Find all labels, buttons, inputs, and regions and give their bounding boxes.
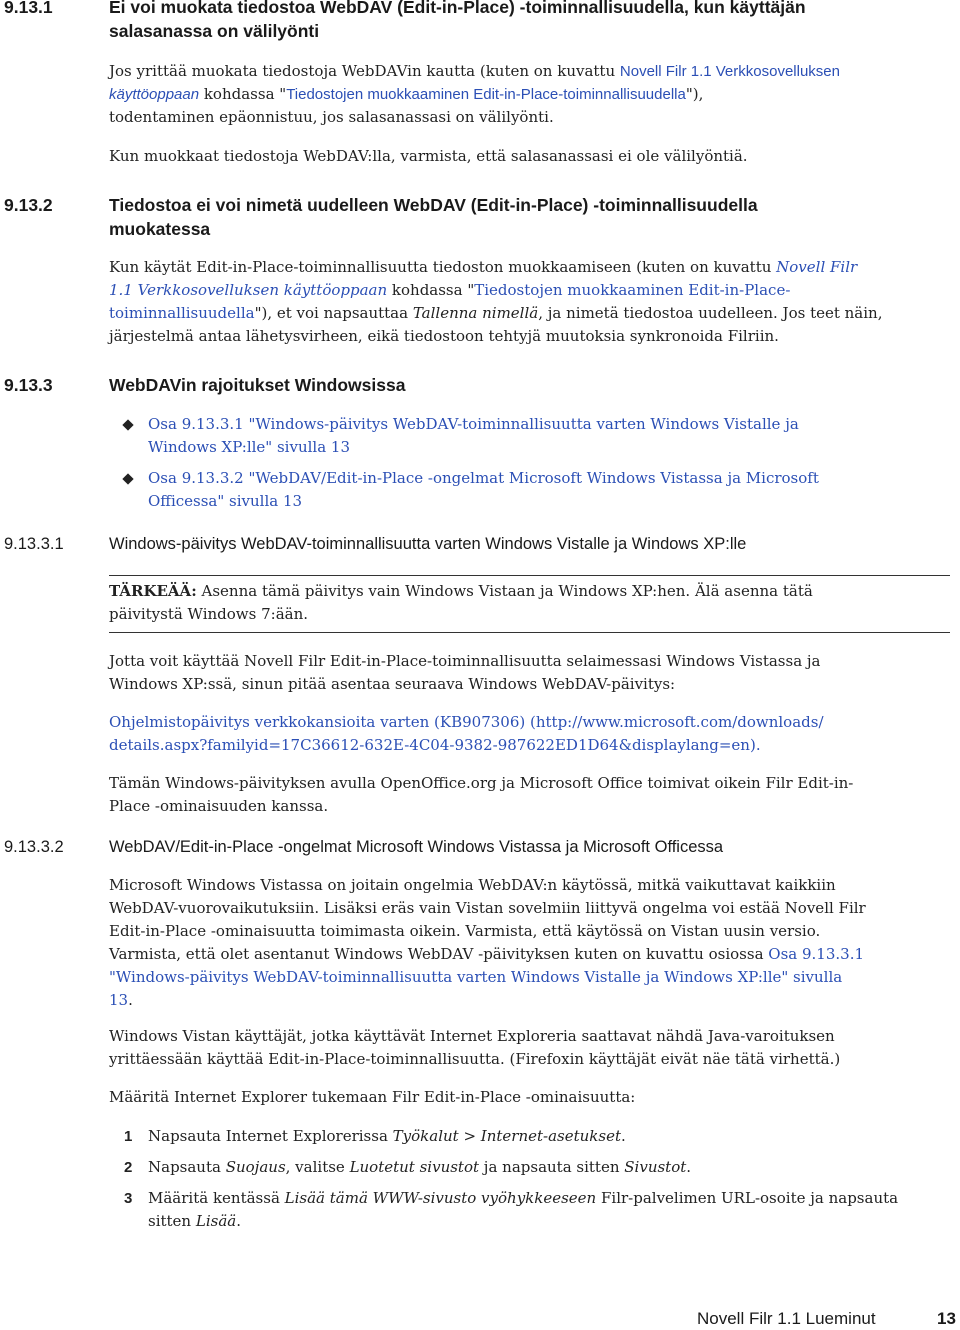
- footer-title: Novell Filr 1.1 Lueminut: [697, 1309, 876, 1328]
- bullet-icon: [122, 473, 133, 484]
- section-title: Windows-päivitys WebDAV-toiminnallisuutta varten Windows Vistalle ja Windows XP:lle: [109, 535, 747, 553]
- paragraph: Windows Vistan käyttäjät, jotka käyttävät Internet Exploreria saattavat nähdä Java-varoituksen yrittäessään käyttää Edit-in-Place-toiminnallisuutta. (Firefoxin käyttäjät eivät näe tätä virhettä.): [109, 1027, 841, 1068]
- paragraph: Jotta voit käyttää Novell Filr Edit-in-Place-toiminnallisuutta selaimessasi Windows Vistassa ja Windows XP:ssä, sinun pitää asentaa seuraava Windows WebDAV-päivitys:: [109, 652, 821, 693]
- section-title: Ei voi muokata tiedostoa WebDAV (Edit-in-Place) -toiminnallisuudella, kun käyttäjän salasanassa on välilyönti: [109, 0, 806, 41]
- section-title: Tiedostoa ei voi nimetä uudelleen WebDAV (Edit-in-Place) -toiminnallisuudella muokatessa: [109, 195, 758, 239]
- guide-link[interactable]: Novell Filr 1.1 Verkkosovelluksen: [619, 63, 840, 80]
- paragraph: Microsoft Windows Vistassa on joitain ongelmia WebDAV:n käytössä, mitkä vaikuttavat kaikkiin WebDAV-vuorovaikutuksiin. Lisäksi eräs vain Vistan sovelmiin liittyvä ongelma voi estää Novell Filr Edit-in-Place -ominaisuutta toimimasta oikein. Varmista, että käytössä on Vistan uusin versio. Varmista, että olet asentanut Windows WebDAV -päivityksen kuten on kuvattu osiossa Osa 9.13.3.1 "Windows-päivitys WebDAV-toiminnallisuutta varten Windows Vistalle ja Windows XP:lle" sivulla 13.: [109, 876, 866, 1009]
- step-item: Napsauta Internet Explorerissa Työkalut > Internet-asetukset.: [148, 1127, 626, 1145]
- step-number: 1: [124, 1128, 133, 1145]
- cross-reference-link[interactable]: Osa 9.13.3.1: [768, 945, 865, 963]
- section-number: 9.13.3: [4, 375, 53, 395]
- section-number: 9.13.3.1: [4, 535, 64, 553]
- step-item: Napsauta Suojaus, valitse Luotetut sivustot ja napsauta sitten Sivustot.: [148, 1158, 692, 1176]
- divider: [109, 632, 950, 633]
- section-title: WebDAVin rajoitukset Windowsissa: [109, 375, 406, 395]
- divider: [109, 575, 950, 576]
- guide-link[interactable]: Novell Filr: [776, 258, 858, 276]
- cross-reference-link[interactable]: Osa 9.13.3.2 "WebDAV/Edit-in-Place -ongelmat Microsoft Windows Vistassa ja Microsoft Officessa" sivulla 13: [148, 469, 819, 510]
- cross-reference-link[interactable]: Osa 9.13.3.1 "Windows-päivitys WebDAV-toiminnallisuutta varten Windows Vistalle ja Windows XP:lle" sivulla 13: [148, 415, 799, 456]
- paragraph: Määritä Internet Explorer tukemaan Filr Edit-in-Place -ominaisuutta:: [109, 1088, 636, 1106]
- download-link[interactable]: Ohjelmistopäivitys verkkokansioita varten (KB907306) (http://www.microsoft.com/downloads/ details.aspx?familyid=17C36612-632E-4C04-9382-987622ED1D64&displaylang=en).: [109, 713, 824, 754]
- paragraph: Kun muokkaat tiedostoja WebDAV:lla, varmista, että salasanassasi ei ole välilyöntiä.: [109, 147, 748, 165]
- section-number: 9.13.2: [4, 195, 53, 215]
- paragraph: Tämän Windows-päivityksen avulla OpenOffice.org ja Microsoft Office toimivat oikein Filr Edit-in- Place -ominaisuuden kanssa.: [109, 774, 854, 815]
- step-item: Määritä kentässä Lisää tämä WWW-sivusto vyöhykkeeseen Filr-palvelimen URL-osoite ja napsauta sitten Lisää.: [148, 1189, 899, 1230]
- step-number: 3: [124, 1190, 133, 1207]
- bullet-icon: [122, 419, 133, 430]
- section-number: 9.13.3.2: [4, 838, 64, 856]
- paragraph: Jos yrittää muokata tiedostoja WebDAVin kautta (kuten on kuvattu Novell Filr 1.1 Verkkosovelluksen käyttöoppaan kohdassa "Tiedostojen muokkaaminen Edit-in-Place-toiminnallisuudella"), todentaminen epäonnistuu, jos salasanassasi on välilyönti.: [109, 62, 840, 126]
- section-link[interactable]: Tiedostojen muokkaaminen Edit-in-Place-: [474, 281, 791, 299]
- paragraph: Kun käytät Edit-in-Place-toiminnallisuutta tiedoston muokkaamiseen (kuten on kuvattu Novell Filr 1.1 Verkkosovelluksen käyttöoppaan kohdassa "Tiedostojen muokkaaminen Edit-in-Place- toiminnallisuudella"), et voi napsauttaa Tallenna nimellä, ja nimetä tiedostoa uudelleen. Jos teet näin, järjestelmä antaa lähetysvirheen, eikä tiedostoon tehtyjä muutoksia synkronoida Filriin.: [109, 258, 883, 345]
- important-note: TÄRKEÄÄ: Asenna tämä päivitys vain Windows Vistaan ja Windows XP:hen. Älä asenna tätä päivitystä Windows 7:ään.: [109, 582, 813, 623]
- section-link[interactable]: Tiedostojen muokkaaminen Edit-in-Place-toiminnallisuudella: [286, 86, 686, 103]
- step-number: 2: [124, 1159, 133, 1176]
- section-number: 9.13.1: [4, 0, 53, 17]
- section-title: WebDAV/Edit-in-Place -ongelmat Microsoft Windows Vistassa ja Microsoft Officessa: [109, 838, 724, 856]
- page-number: 13: [937, 1309, 956, 1328]
